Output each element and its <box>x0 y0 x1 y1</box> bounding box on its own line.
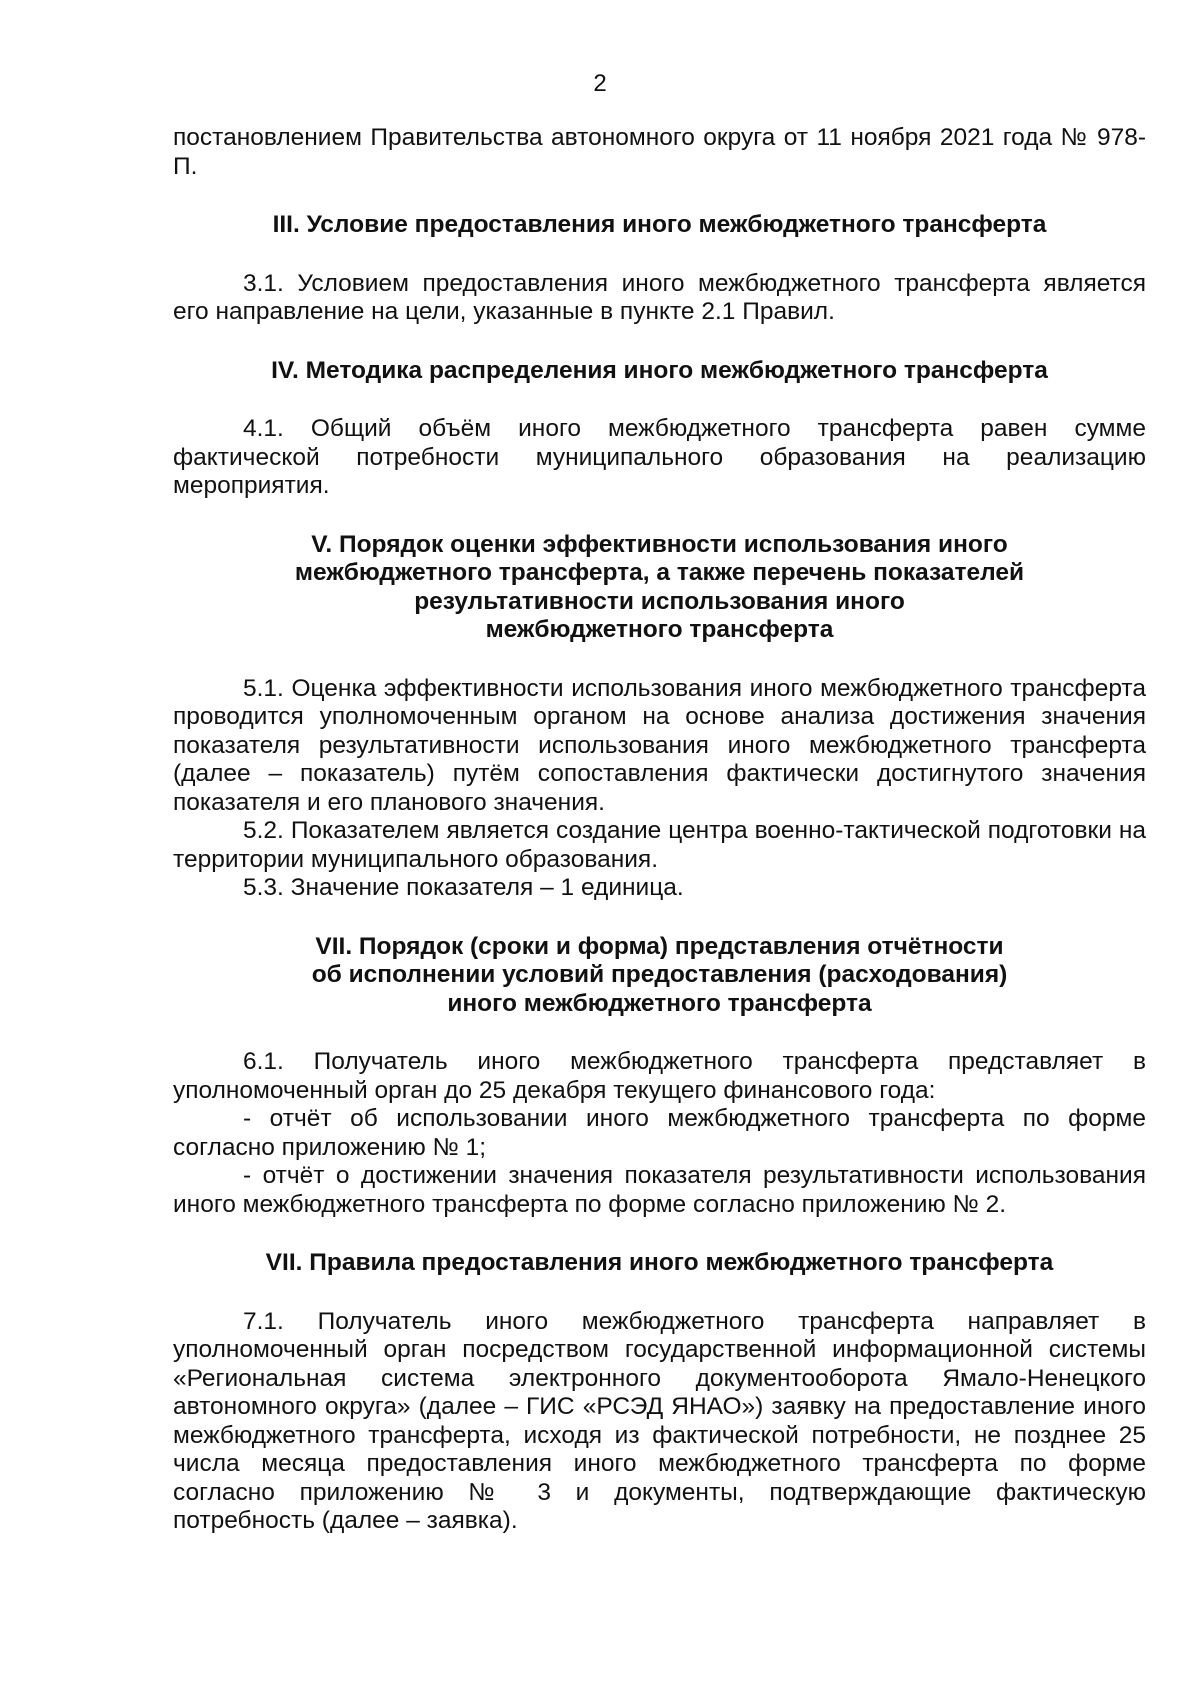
intro-paragraph: постановлением Правительства автономного округа от 11 ноября 2021 года № 978-П. <box>173 124 1146 180</box>
spacer <box>173 501 1146 531</box>
section-heading-line: V. Порядок оценки эффективности использования иного <box>311 530 1008 558</box>
list-item-report-2: - отчёт о достижении значения показателя результативности использования иного межбюджетного трансферта по форме согласно приложению № 2. <box>173 1162 1146 1218</box>
spacer <box>173 240 1146 270</box>
spacer <box>173 903 1146 933</box>
section-heading-line: VII. Порядок (сроки и форма) представления отчётности <box>315 932 1004 960</box>
section-heading-line: III. Условие предоставления иного межбюджетного трансферта <box>272 211 1047 238</box>
section-heading-line: межбюджетного трансферта, а также перечень показателей <box>294 559 1025 586</box>
section-heading-6 <box>173 933 1146 1019</box>
spacer <box>173 181 1146 211</box>
spacer <box>173 1219 1146 1249</box>
paragraph-4-1: 4.1. Общий объём иного межбюджетного трансферта равен сумме фактической потребности муниципального образования на реализацию мероприятия. <box>173 415 1146 499</box>
paragraph-6-1: 6.1. Получатель иного межбюджетного трансферта представляет в уполномоченный орган до 25 декабря текущего финансового года: <box>173 1048 1146 1104</box>
page-number: 2 <box>593 70 607 97</box>
section-heading-line: межбюджетного трансферта <box>485 616 834 643</box>
section-heading-4 <box>173 357 1146 386</box>
spacer <box>173 1018 1146 1048</box>
section-heading-line: иного межбюджетного трансферта <box>447 989 872 1017</box>
paragraph-5-2: 5.2. Показателем является создание центра военно-тактической подготовки на территории муниципального образования. <box>173 817 1146 873</box>
section-heading-line: VII. Правила предоставления иного межбюджетного трансферта <box>265 1249 1054 1276</box>
section-heading-7 <box>173 1249 1146 1278</box>
spacer <box>173 1278 1146 1308</box>
paragraph-5-1: 5.1. Оценка эффективности использования иного межбюджетного трансферта проводится уполномоченным органом на основе анализа достижения значения показателя результативности использования иного межбюджетного трансферта (далее – показатель) путём сопоставления фактически достигнутого значения показателя и его планового значения. <box>173 674 1146 816</box>
spacer <box>173 385 1146 415</box>
spacer <box>173 327 1146 357</box>
section-heading-5 <box>173 531 1146 645</box>
section-heading-line: результативности использования иного <box>414 587 905 615</box>
section-heading-line: IV. Методика распределения иного межбюджетного трансферта <box>271 356 1048 384</box>
section-heading-line: об исполнении условий предоставления (расходования) <box>311 961 1008 988</box>
paragraph-3-1: 3.1. Условием предоставления иного межбюджетного трансферта является его направление на цели, указанные в пункте 2.1 Правил. <box>173 269 1146 325</box>
section-heading-3 <box>173 211 1146 240</box>
document-body <box>173 124 1146 1536</box>
paragraph-7-1: 7.1. Получатель иного межбюджетного трансферта направляет в уполномоченный орган посредством государственной информационной системы «Региональная система электронного документооборота Ямало-Ненецкого автономного округа» (далее – ГИС «РСЭД ЯНАО») заявку на предоставление иного межбюджетного трансферта, исходя из фактической потребности, не позднее 25 числа месяца предоставления иного межбюджетного трансферта по форме согласно приложению № 3 и документы, подтверждающие фактическую потребность (далее – заявка). <box>173 1307 1146 1534</box>
spacer <box>173 645 1146 675</box>
paragraph-5-3: 5.3. Значение показателя – 1 единица. <box>243 874 684 901</box>
list-item-report-1: - отчёт об использовании иного межбюджетного трансферта по форме согласно приложению № 1; <box>173 1105 1146 1161</box>
